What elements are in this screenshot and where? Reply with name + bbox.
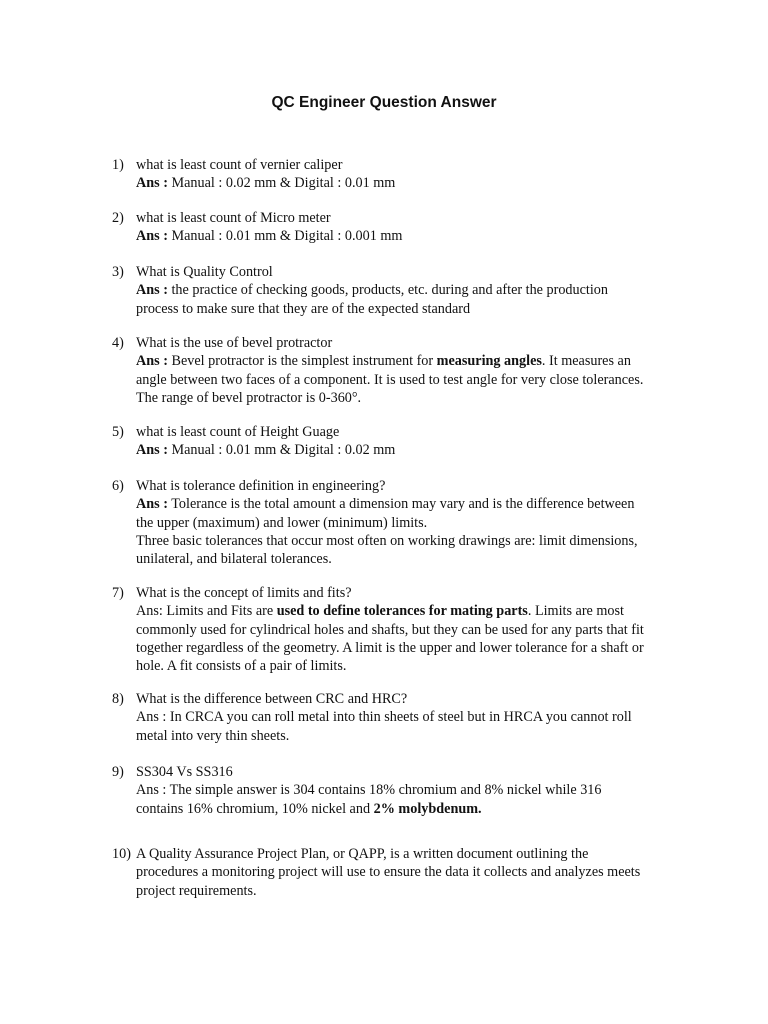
answer-label: Ans :	[136, 175, 168, 192]
answer-text: the practice of checking goods, products, etc. during and after the production	[167, 282, 608, 299]
question: what is least count of Height Guage	[136, 424, 340, 440]
item-number: 4)	[112, 335, 124, 351]
answer-line: hole. A fit consists of a pair of limits.	[136, 658, 347, 675]
answer-label: Ans :	[136, 353, 168, 370]
item-number: 10)	[112, 846, 131, 862]
answer-text: Ans: Limits and Fits are	[136, 603, 277, 620]
answer-text: contains 16% chromium, 10% nickel and	[136, 800, 374, 817]
item-number: 5)	[112, 424, 124, 440]
item-number: 7)	[112, 585, 124, 601]
answer	[136, 281, 682, 299]
answer-line: The range of bevel protractor is 0-360°.	[136, 389, 362, 406]
answer-label: Ans :	[136, 442, 168, 459]
qa-item-3	[112, 263, 682, 318]
qa-item-2	[112, 209, 682, 246]
question: what is least count of vernier caliper	[136, 157, 343, 173]
item-number: 1)	[112, 157, 124, 173]
item-number: 6)	[112, 478, 124, 494]
qa-item-5	[112, 423, 682, 460]
question: What is Quality Control	[136, 264, 273, 280]
answer-line: together regardless of the geometry. A limit is the upper and lower tolerance for a shaft or	[136, 639, 644, 656]
question: What is tolerance definition in engineering?	[136, 478, 386, 494]
answer	[136, 441, 682, 459]
answer-label: Ans :	[136, 282, 168, 299]
answer-text: Manual : 0.02 mm & Digital : 0.01 mm	[167, 175, 396, 192]
answer	[136, 352, 682, 370]
answer-line: the upper (maximum) and lower (minimum) limits.	[136, 514, 428, 531]
qa-item-10	[112, 845, 682, 900]
answer-line: angle between two faces of a component. It is used to test angle for very close tolerances.	[136, 371, 644, 388]
item-number: 2)	[112, 210, 124, 226]
question: what is least count of Micro meter	[136, 210, 331, 226]
answer	[136, 174, 682, 192]
question: What is the concept of limits and fits?	[136, 585, 352, 601]
answer-text: . Limits are most	[527, 603, 624, 620]
question: SS304 Vs SS316	[136, 764, 233, 780]
answer-text: Manual : 0.01 mm & Digital : 0.001 mm	[167, 228, 403, 245]
answer-line: process to make sure that they are of the expected standard	[136, 300, 471, 317]
statement-line: project requirements.	[136, 882, 257, 899]
qa-item-8	[112, 690, 682, 745]
emphasis-text: measuring angles	[436, 353, 542, 370]
answer-text: . It measures an	[541, 353, 631, 370]
answer-text: Bevel protractor is the simplest instrument for	[167, 353, 437, 370]
qa-item-4	[112, 334, 682, 407]
answer: Ans : In CRCA you can roll metal into thin sheets of steel but in HRCA you cannot roll	[136, 709, 632, 726]
answer	[136, 602, 682, 620]
answer	[136, 495, 682, 513]
answer-label: Ans :	[136, 228, 168, 245]
qa-item-1	[112, 156, 682, 193]
answer-text: Tolerance is the total amount a dimension may vary and is the difference between	[167, 496, 635, 513]
qa-item-6	[112, 477, 682, 568]
answer-line: metal into very thin sheets.	[136, 727, 290, 744]
answer-text: Manual : 0.01 mm & Digital : 0.02 mm	[167, 442, 396, 459]
statement-line: procedures a monitoring project will use to ensure the data it collects and analyzes meets	[136, 864, 641, 881]
item-number: 8)	[112, 691, 124, 707]
answer: Ans : The simple answer is 304 contains 18% chromium and 8% nickel while 316	[136, 782, 602, 799]
answer-line: Three basic tolerances that occur most often on working drawings are: limit dimensions,	[136, 532, 638, 549]
answer-line: unilateral, and bilateral tolerances.	[136, 551, 332, 568]
emphasis-text: 2% molybdenum.	[373, 800, 482, 817]
page-title: QC Engineer Question Answer	[271, 94, 497, 111]
qa-item-9	[112, 763, 682, 818]
statement-line: A Quality Assurance Project Plan, or QAPP, is a written document outlining the	[136, 846, 589, 862]
emphasis-text: used to define tolerances for mating parts	[276, 603, 528, 620]
question: What is the difference between CRC and HRC?	[136, 691, 408, 707]
answer-label: Ans :	[136, 496, 168, 513]
answer	[136, 227, 682, 245]
qa-item-7	[112, 584, 682, 675]
question: What is the use of bevel protractor	[136, 335, 333, 351]
item-number: 9)	[112, 764, 124, 780]
answer-line	[136, 800, 682, 818]
answer-line: commonly used for cylindrical holes and shafts, but they can be used for any parts that fit	[136, 621, 644, 638]
item-number: 3)	[112, 264, 124, 280]
